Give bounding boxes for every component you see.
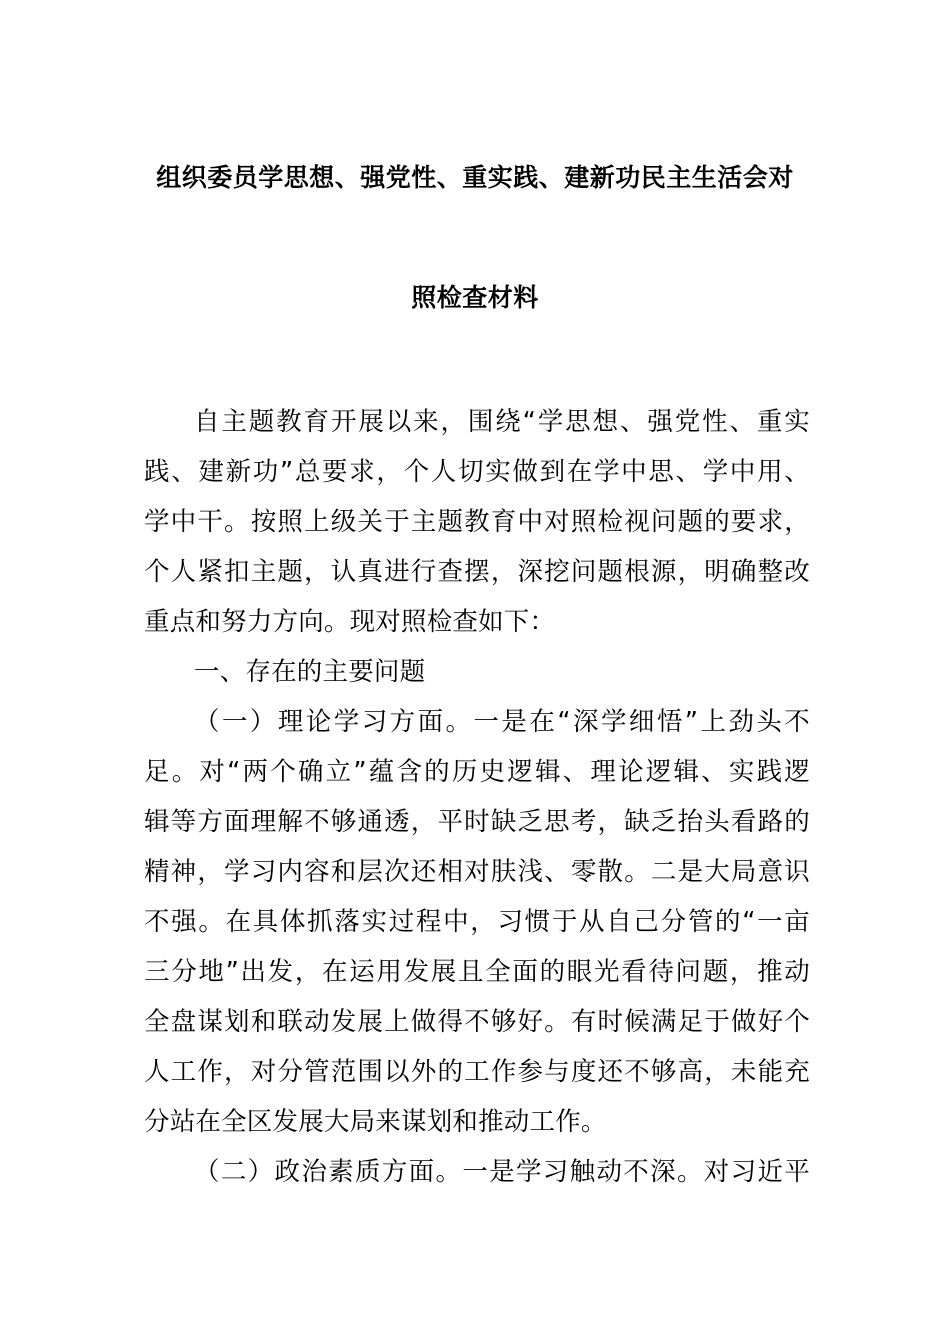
- body-line: 三分地”出发，在运用发展且全面的眼光看待问题，推动: [144, 957, 810, 987]
- section-heading: 一、存在的主要问题: [194, 657, 426, 687]
- body-line: 足。对“两个确立”蕴含的历史逻辑、理论逻辑、实践逻: [144, 757, 810, 787]
- document-title-line-2: 照检查材料: [411, 283, 539, 312]
- body-line: 个人紧扣主题，认真进行查摆，深挖问题根源，明确整改: [144, 557, 810, 587]
- document-title-line-1: 组织委员学思想、强党性、重实践、建新功民主生活会对: [156, 163, 794, 192]
- body-line: （二）政治素质方面。一是学习触动不深。对习近平: [194, 1157, 810, 1187]
- body-line: 精神，学习内容和层次还相对肤浅、零散。二是大局意识: [144, 857, 810, 887]
- body-line: 践、建新功”总要求，个人切实做到在学中思、学中用、: [144, 457, 810, 487]
- body-line: 辑等方面理解不够通透，平时缺乏思考，缺乏抬头看路的: [144, 807, 810, 837]
- body-line: 重点和努力方向。现对照检查如下：: [144, 607, 556, 637]
- body-line: 人工作，对分管范围以外的工作参与度还不够高，未能充: [144, 1057, 810, 1087]
- body-line: 学中干。按照上级关于主题教育中对照检视问题的要求，: [144, 507, 810, 537]
- body-line: 分站在全区发展大局来谋划和推动工作。: [144, 1107, 607, 1137]
- document-body: [144, 397, 810, 1197]
- body-line: 自主题教育开展以来，围绕“学思想、强党性、重实: [194, 407, 810, 437]
- body-line: 全盘谋划和联动发展上做得不够好。有时候满足于做好个: [144, 1007, 810, 1037]
- body-line: 不强。在具体抓落实过程中，习惯于从自己分管的“一亩: [144, 907, 810, 937]
- body-line: （一）理论学习方面。一是在“深学细悟”上劲头不: [194, 707, 810, 737]
